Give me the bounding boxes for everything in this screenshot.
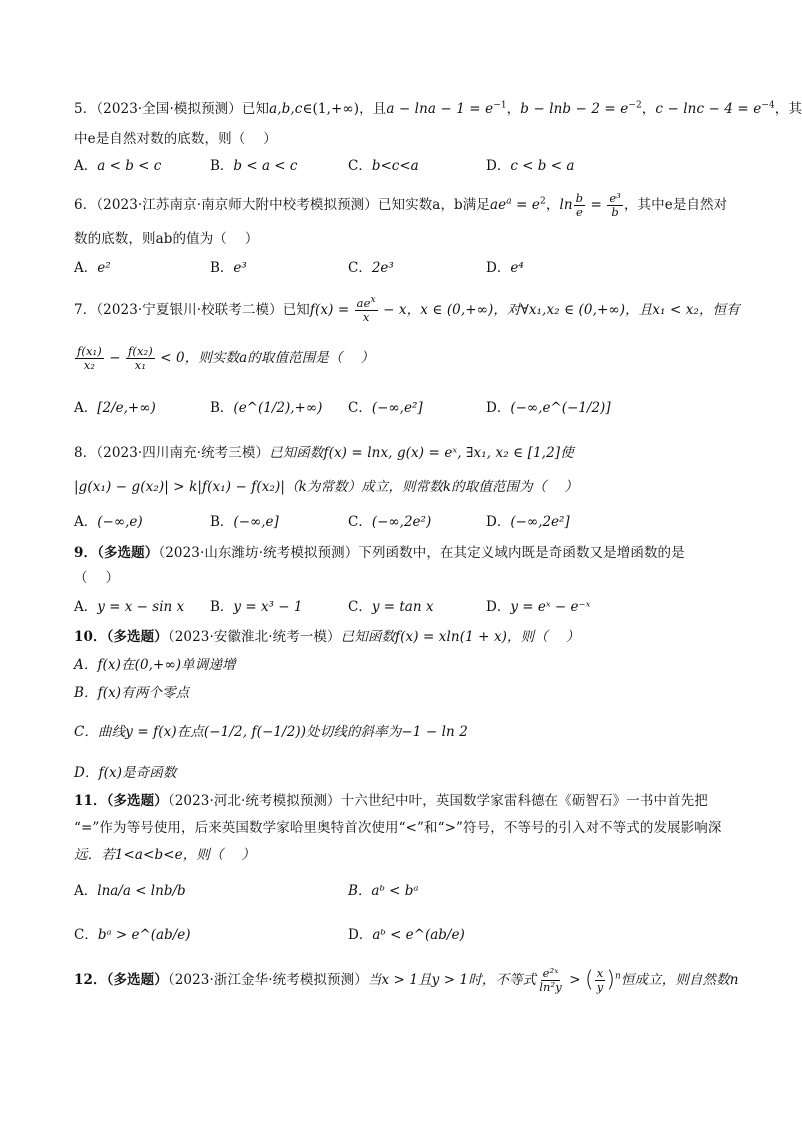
q8-source: （2023·四川南充·统考三模） bbox=[96, 445, 270, 461]
q11-number: 11． bbox=[74, 793, 107, 809]
q5-eq1-sup: −1 bbox=[493, 100, 507, 111]
q9-option-c: C．y = tan x bbox=[348, 599, 434, 615]
q6-option-a: A．e² bbox=[74, 260, 111, 276]
q8-line2: |g(x₁) − g(x₂)| > k|f(x₁) − f(x₂)|（k为常数）成立，则常数k的取值范围为（ ） bbox=[74, 479, 578, 495]
q7-frac-2: $\frac{\text{f(x₂)}}{\text{x₁}}$ bbox=[128, 344, 153, 372]
q12-line1: 12．（多选题）（2023·浙江金华·统考模拟预测）当x > 1且y > 1时，不等式 $\frac{\text{e²ˣ}}{\text{ln²y}}$ > ( $\frac{x}{y}$ )$^n$恒成立，则自然数n bbox=[74, 966, 739, 994]
q7-option-d: D．(−∞,e^(−1/2)] bbox=[486, 400, 611, 416]
q5-domain: ∈(1,+∞) bbox=[302, 101, 360, 117]
q6-source: （2023·江苏南京·南京师大附中校考模拟预测） bbox=[96, 197, 378, 213]
q5-vars: a,b,c bbox=[269, 101, 303, 117]
q11-line2: “=”作为等号使用，后来英国数学家哈里奥特首次使用“<”和“>”符号，不等号的引入对不等式的发展影响深 bbox=[74, 820, 722, 836]
q5-option-b: B．b < a < c bbox=[210, 158, 298, 174]
q5-eq3-sup: −4 bbox=[761, 100, 775, 111]
q12-frac: $\frac{\text{e²ˣ}}{\text{ln²y}}$ bbox=[539, 966, 562, 994]
q7-line2-tail: < 0，则实数a的取值范围是（ ） bbox=[155, 350, 375, 366]
q9-line1-text: 下列函数中，在其定义域内既是奇函数又是增函数的是 bbox=[358, 545, 685, 561]
q6-line1: 6．（2023·江苏南京·南京师大附中校考模拟预测）已知实数a，b满足$ae^a = e^2$，ln $\frac{b}{e}$ = $\frac{\text{e³}}{b}$ ，其中e是自然对 bbox=[74, 191, 728, 219]
q5-tail: ，其 bbox=[774, 101, 802, 117]
q7-option-a: A．[2/e,+∞) bbox=[74, 400, 156, 416]
q7-option-b: B．(e^(1/2),+∞) bbox=[210, 400, 323, 416]
q5-line1: 5．（2023·全国·模拟预测）已知a,b,c∈(1,+∞)，且$a - \ln a - 1 = e^{-1}$，$b - \ln b - 2 = e^{-2}$，$c - \ln c - 4 = e^{-4}$，其 bbox=[74, 100, 802, 117]
q9-option-a: A．y = x − sin x bbox=[74, 599, 185, 615]
q7-number: 7． bbox=[74, 302, 97, 318]
q7-source: （2023·宁夏银川·校联考二模） bbox=[96, 302, 283, 318]
q8-line1-text: 已知函数f(x) = lnx, g(x) = eˣ, ∃x₁, x₂ ∈ [1,2]使 bbox=[269, 445, 574, 461]
q10-option-b: B．f(x)有两个零点 bbox=[74, 685, 190, 701]
q6-option-c: C．2e³ bbox=[348, 260, 394, 276]
q10-tag: （多选题） bbox=[106, 629, 168, 645]
q10-option-d: D．f(x)是奇函数 bbox=[74, 765, 177, 781]
q6-eq1: ae bbox=[489, 197, 507, 213]
q7-frac-aex-over-x: $\frac{ae^x}{x}$ bbox=[356, 295, 376, 324]
q9-option-b: B．y = x³ − 1 bbox=[210, 599, 303, 615]
q7-option-c: C．(−∞,e²] bbox=[348, 400, 423, 416]
q7-frac-1: $\frac{\text{f(x₁)}}{\text{x₂}}$ bbox=[77, 344, 102, 372]
q5-eq2-sup: −2 bbox=[628, 100, 642, 111]
q7-line2: $\frac{\text{f(x₁)}}{\text{x₂}}$ − $\frac{\text{f(x₂)}}{\text{x₁}}$ < 0，则实数a的取值范围是（ ） bbox=[77, 344, 375, 372]
q9-source: （2023·山东潍坊·统考模拟预测） bbox=[158, 545, 359, 561]
q9-line1 bbox=[74, 543, 685, 563]
q5-eq2: b − lnb − 2 = e bbox=[520, 101, 629, 117]
q8-option-a: A．(−∞,e) bbox=[74, 514, 143, 530]
q6-number: 6． bbox=[74, 197, 97, 213]
q6-option-b: B．e³ bbox=[210, 260, 247, 276]
q10-option-c: C．曲线y = f(x)在点(−1/2, f(−1/2))处切线的斜率为−1 − ln 2 bbox=[74, 724, 468, 740]
q10-option-a: A．f(x)在(0,+∞)单调递增 bbox=[74, 657, 236, 673]
q10-source: （2023·安徽淮北·统考一模） bbox=[167, 629, 341, 645]
q12-paren-frac: $\frac{x}{y}$ bbox=[596, 966, 604, 994]
q5-option-c: C．b<c<a bbox=[348, 158, 419, 174]
q6-frac-e3-over-b: $\frac{\text{e³}}{b}$ bbox=[609, 191, 621, 219]
q11-option-c: C．bᵃ > e^(ab/e) bbox=[74, 927, 191, 943]
q10-line1-text: 已知函数f(x) = xln(1 + x)，则（ ） bbox=[340, 629, 580, 645]
q9-line2: （ ） bbox=[74, 570, 120, 586]
q11-option-b: B．aᵇ < bᵃ bbox=[348, 883, 419, 899]
q8-option-c: C．(−∞,2e²) bbox=[348, 514, 432, 530]
q8-option-b: B．(−∞,e] bbox=[210, 514, 279, 530]
q11-line1-text: 十六世纪中叶，英国数学家雷科德在《砺智石》一书中首先把 bbox=[340, 793, 708, 809]
q10-number: 10． bbox=[74, 629, 107, 645]
q5-source: （2023·全国·模拟预测） bbox=[96, 101, 242, 117]
q8-number: 8． bbox=[74, 445, 97, 461]
q5-option-a: A．a < b < c bbox=[74, 158, 162, 174]
q12-source: （2023·浙江金华·统考模拟预测） bbox=[167, 972, 368, 988]
q11-tag: （多选题） bbox=[106, 793, 168, 809]
q9-tag: （多选题） bbox=[97, 545, 159, 561]
q10-point: (−1/2, f(−1/2)) bbox=[203, 724, 307, 740]
q12-power: n bbox=[615, 971, 621, 982]
q12-number: 12． bbox=[74, 972, 107, 988]
q8-option-d: D．(−∞,2e²] bbox=[486, 514, 570, 530]
q5-eq3: c − lnc − 4 = e bbox=[655, 101, 762, 117]
q6-pre: 已知实数a，b满足 bbox=[377, 197, 490, 213]
q7-line1: 7．（2023·宁夏银川·校联考二模）已知f(x) = $\frac{ae^x}{x}$ − x，x ∈ (0,+∞)，对∀x₁,x₂ ∈ (0,+∞)，且x₁ < x₂，恒有 bbox=[74, 295, 740, 324]
q11-option-a: A．lna/a < lnb/b bbox=[74, 883, 186, 899]
q9-number: 9． bbox=[74, 545, 98, 561]
q6-tail: ，其中e是自然对 bbox=[623, 197, 728, 213]
q11-line1 bbox=[74, 791, 708, 811]
q10-line1 bbox=[74, 627, 579, 647]
q6-frac-b-over-e: $\frac{b}{e}$ bbox=[575, 191, 584, 219]
q5-eq1: a − lna − 1 = e bbox=[386, 101, 494, 117]
q11-option-d: D．aᵇ < e^(ab/e) bbox=[348, 927, 465, 943]
q5-pre: 已知 bbox=[241, 101, 270, 117]
q6-option-d: D．e⁴ bbox=[486, 260, 524, 276]
q11-source: （2023·河北·统考模拟预测） bbox=[167, 793, 341, 809]
q11-line3: 远．若1<a<b<e，则（ ） bbox=[74, 847, 256, 863]
q7-domain: ，x ∈ (0,+∞)，对∀x₁,x₂ ∈ (0,+∞)，且x₁ < x₂，恒有 bbox=[406, 302, 740, 318]
q8-line1 bbox=[74, 443, 574, 463]
q5-number: 5． bbox=[74, 101, 97, 117]
q9-option-d: D．y = eˣ − e⁻ˣ bbox=[486, 599, 591, 615]
q5-line2: 中e是自然对数的底数，则（ ） bbox=[74, 131, 277, 147]
q5-option-d: D．c < b < a bbox=[486, 158, 575, 174]
q5-conj: ，且 bbox=[359, 101, 387, 117]
q12-tag: （多选题） bbox=[106, 972, 168, 988]
q6-line2: 数的底数，则ab的值为（ ） bbox=[74, 231, 259, 247]
